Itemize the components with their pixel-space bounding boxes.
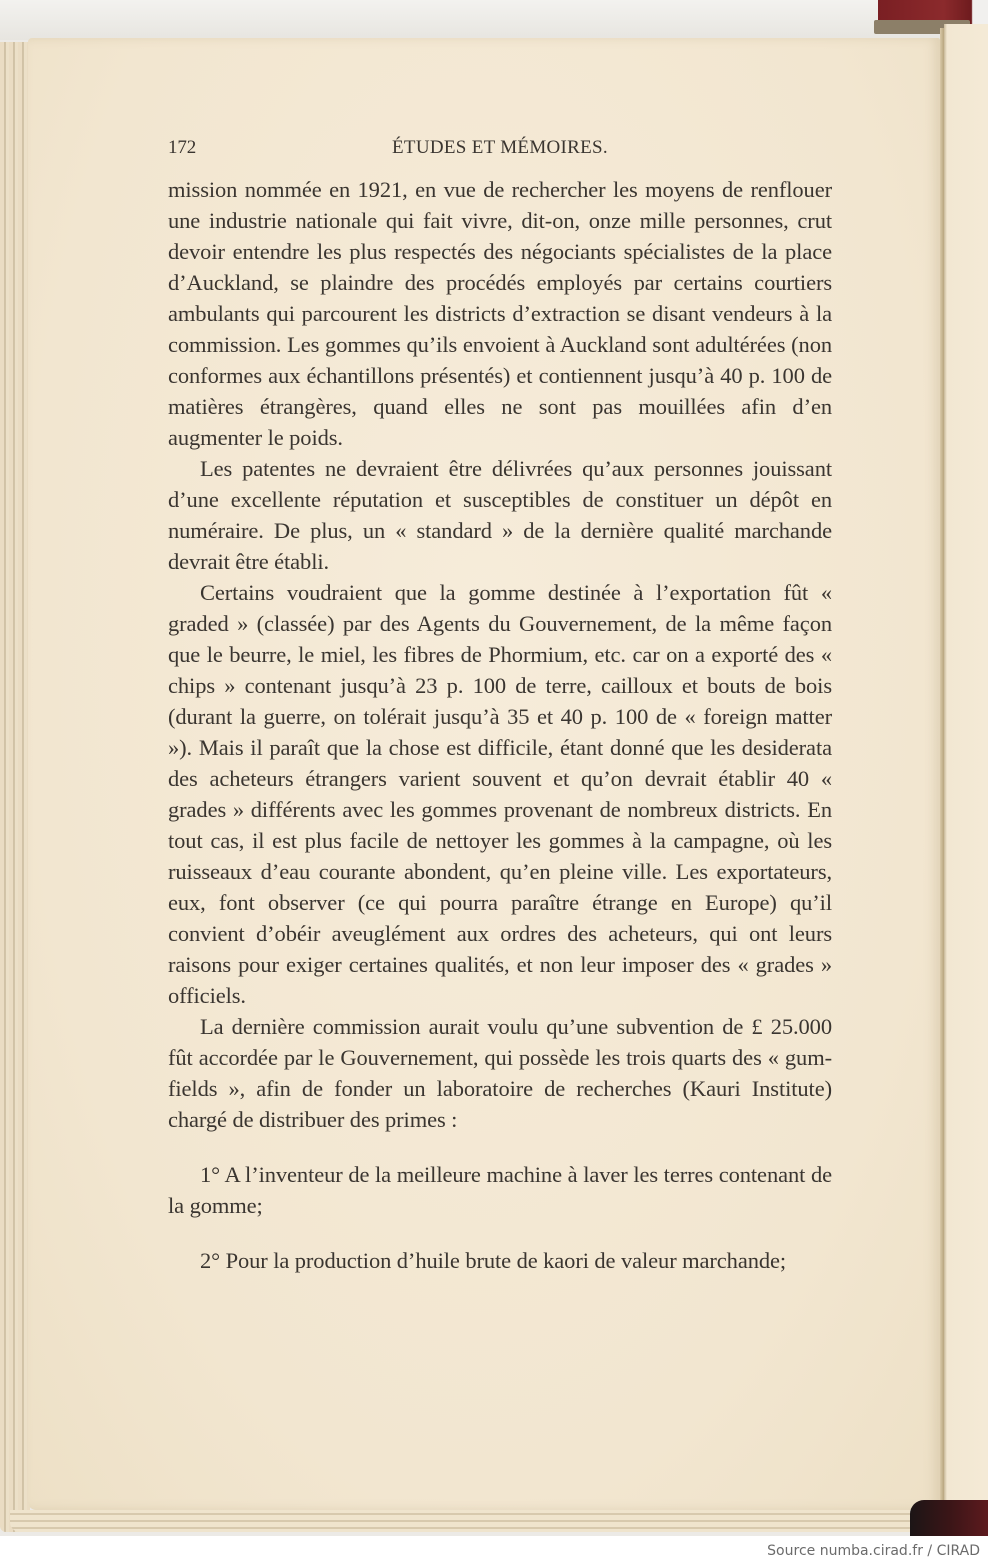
running-title: ÉTUDES ET MÉMOIRES. bbox=[392, 137, 608, 158]
scanner-background-top bbox=[0, 0, 988, 40]
running-header bbox=[168, 128, 832, 162]
book-cover-binding-bottom bbox=[910, 1500, 988, 1536]
page-number: 172 bbox=[168, 137, 197, 158]
source-credit: Source numba.cirad.fr / CIRAD bbox=[767, 1543, 980, 1559]
paragraph: Les patentes ne devraient être délivrées qu’aux personnes jouissant d’une excellente réputation et susceptibles de constituer un dépôt en numéraire. De plus, un « standard » de la dernière qualité marchande devrait être établi. bbox=[168, 456, 832, 574]
page-gutter bbox=[940, 28, 944, 1508]
page-content bbox=[168, 128, 832, 1276]
list-item: 1° A l’inventeur de la meilleure machine à laver les terres contenant de la gomme; bbox=[168, 1162, 832, 1218]
facing-page-edge bbox=[944, 24, 988, 1514]
page-stack-bottom-edge bbox=[10, 1510, 910, 1532]
paragraph-continuation: mission nommée en 1921, en vue de rechercher les moyens de renflouer une industrie nationale qui fait vivre, dit-on, onze mille personnes, crut devoir entendre les plus respectés des négociants spécialistes de la place d’Auckland, se plaindre des procédés employés par certains courtiers ambulants qui parcourent les districts d’extraction se disant vendeurs à la commission. Les gommes qu’ils envoient à Auckland sont adultérées (non conformes aux échantillons présentés) et contiennent jusqu’à 40 p. 100 de matières étrangères, quand elles ne sont pas mouillées afin d’en augmenter le poids. bbox=[168, 177, 832, 450]
page-stack-left-edge bbox=[0, 42, 30, 1532]
paragraph: Certains voudraient que la gomme destinée à l’exportation fût « graded » (classée) par des Agents du Gouvernement, de la même façon que le beurre, le miel, les fibres de Phormium, etc. car on a exporté des « chips » contenant jusqu’à 23 p. 100 de terre, cailloux et bouts de bois (durant la guerre, on tolérait jusqu’à 35 et 40 p. 100 de « foreign matter »). Mais il paraît que la chose est difficile, étant donné que les desiderata des acheteurs étrangers varient souvent et qu’on devrait établir 40 « grades » différents avec les gommes provenant de nombreux districts. En tout cas, il est plus facile de nettoyer les gommes à la campagne, où les ruisseaux d’eau courante abondent, qu’en pleine ville. Les exportateurs, eux, font observer (ce qui pourra paraître étrange en Europe) qu’il convient d’obéir aveuglément aux ordres des acheteurs, qui ont leurs raisons pour exiger certaines qualités, et non leur imposer des « grades » officiels. bbox=[168, 580, 832, 1008]
paragraph: La dernière commission aurait voulu qu’une subvention de £ 25.000 fût accordée par le Gouvernement, qui possède les trois quarts des « gum-fields », afin de fonder un laboratoire de recherches (Kauri Institute) chargé de distribuer des primes : bbox=[168, 1014, 832, 1132]
list-item: 2° Pour la production d’huile brute de kaori de valeur marchande; bbox=[200, 1248, 787, 1273]
